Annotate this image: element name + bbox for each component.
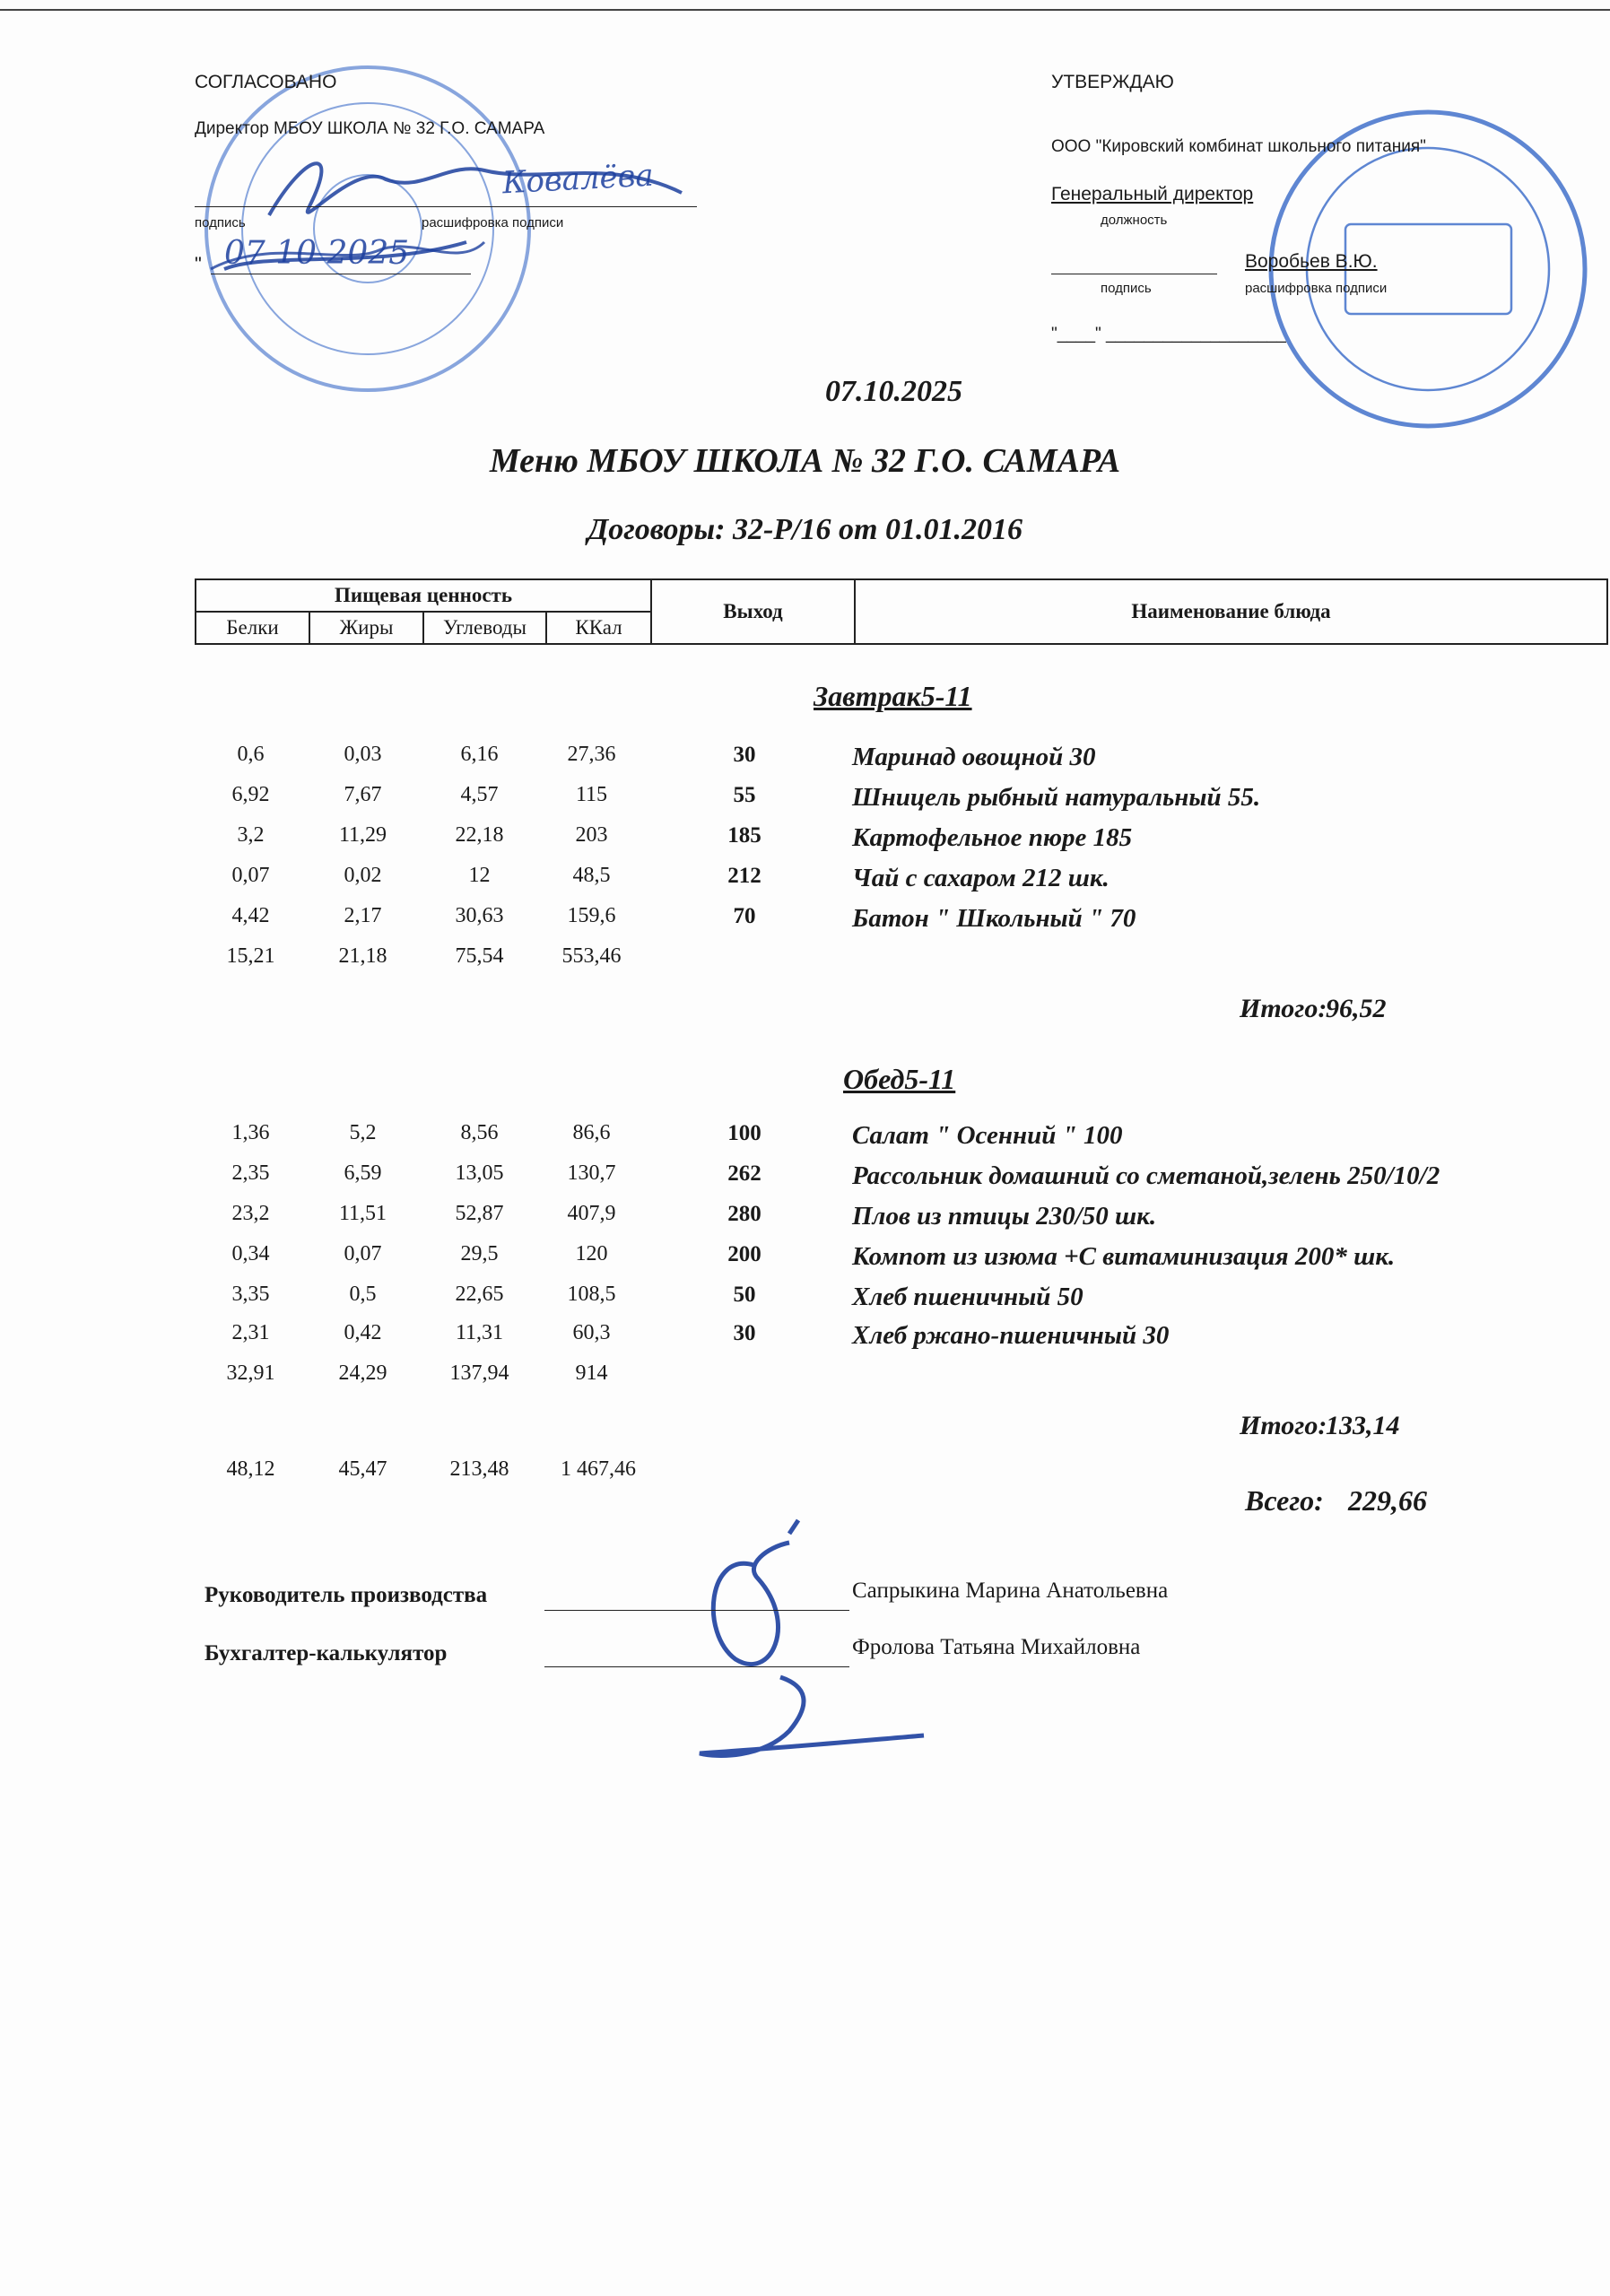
- proteins-sum: 32,91: [226, 1361, 275, 1385]
- proteins-cell: 0,34: [231, 1242, 270, 1265]
- decode-label: расшифровка подписи: [422, 215, 564, 230]
- signature-name-handwritten: Ковалёва: [501, 157, 655, 202]
- fats-cell: 6,59: [344, 1161, 382, 1185]
- kcal-cell: 407,9: [567, 1202, 616, 1225]
- carbs-cell: 11,31: [455, 1321, 504, 1344]
- kcal-cell: 120: [575, 1242, 608, 1265]
- head-of-production-name: Сапрыкина Марина Анатольевна: [852, 1578, 1169, 1603]
- fats-cell: 0,42: [344, 1321, 382, 1344]
- right-date-blank: "____" ___________________: [1051, 325, 1286, 344]
- proteins-cell: 3,35: [231, 1283, 270, 1306]
- carbs-header: Углеводы: [423, 612, 546, 644]
- kcal-cell: 108,5: [567, 1283, 616, 1306]
- kcal-header: ККал: [546, 612, 651, 644]
- accountant-sign-line: [544, 1666, 849, 1667]
- output-cell: 100: [727, 1121, 761, 1145]
- carbs-cell: 22,18: [455, 823, 504, 847]
- kcal-cell: 60,3: [572, 1321, 611, 1344]
- dish-name-cell: Рассольник домашний со сметаной,зелень 250/10/2: [852, 1161, 1440, 1190]
- document-date: 07.10.2025: [825, 375, 962, 408]
- fats-cell: 11,29: [338, 823, 387, 847]
- dish-name-header: Наименование блюда: [855, 579, 1607, 644]
- carbs-grand: 213,48: [449, 1457, 509, 1481]
- output-cell: 30: [733, 1321, 756, 1345]
- table-row: [0, 1121, 1610, 1157]
- date-handwritten: 07 10 2025: [224, 235, 410, 272]
- approval-left-heading: СОГЛАСОВАНО: [195, 72, 337, 92]
- kcal-grand: 1 467,46: [561, 1457, 636, 1481]
- position-label: должность: [1101, 213, 1168, 228]
- dish-name-cell: Шницель рыбный натуральный 55.: [852, 783, 1261, 812]
- output-cell: 185: [727, 823, 761, 848]
- fats-cell: 11,51: [338, 1202, 387, 1225]
- dish-name-cell: Салат " Осенний " 100: [852, 1121, 1123, 1150]
- proteins-grand: 48,12: [226, 1457, 275, 1481]
- kcal-cell: 86,6: [572, 1121, 611, 1144]
- fats-header: Жиры: [309, 612, 423, 644]
- approval-right-org: ООО "Кировский комбинат школьного питания": [1051, 137, 1426, 156]
- lunch-total-label: Итого:: [1240, 1411, 1327, 1440]
- kcal-cell: 203: [575, 823, 608, 847]
- output-header: Выход: [651, 579, 855, 644]
- carbs-cell: 13,05: [455, 1161, 504, 1185]
- kcal-cell: 159,6: [567, 904, 616, 927]
- grand-total-label: Всего:: [1245, 1484, 1324, 1517]
- proteins-cell: 2,31: [231, 1321, 270, 1344]
- proteins-cell: 0,07: [231, 864, 270, 887]
- kcal-sum: 914: [575, 1361, 608, 1385]
- document-title: Меню МБОУ ШКОЛА № 32 Г.О. САМАРА: [489, 442, 1121, 480]
- fats-sum: 21,18: [338, 944, 387, 968]
- lunch-title: Обед5-11: [843, 1063, 956, 1095]
- carbs-cell: 22,65: [455, 1283, 504, 1306]
- kcal-cell: 48,5: [572, 864, 611, 887]
- kcal-cell: 115: [575, 783, 608, 806]
- lunch-sum-row: [0, 1361, 1610, 1397]
- output-cell: 212: [727, 864, 761, 888]
- carbs-cell: 52,87: [455, 1202, 504, 1225]
- output-cell: 50: [733, 1283, 756, 1307]
- fats-cell: 0,07: [344, 1242, 382, 1265]
- carbs-cell: 4,57: [460, 783, 499, 806]
- proteins-cell: 1,36: [231, 1121, 270, 1144]
- kcal-sum: 553,46: [561, 944, 622, 968]
- approval-right-name: Воробьев В.Ю.: [1245, 251, 1378, 272]
- accountant-label: Бухгалтер-калькулятор: [205, 1641, 448, 1665]
- fats-sum: 24,29: [338, 1361, 387, 1385]
- table-row: [0, 904, 1610, 940]
- breakfast-title: Завтрак5-11: [814, 680, 972, 712]
- document-contracts: Договоры: 32-Р/16 от 01.01.2016: [587, 513, 1023, 546]
- fats-cell: 0,03: [344, 743, 382, 766]
- approval-left-position: Директор МБОУ ШКОЛА № 32 Г.О. САМАРА: [195, 119, 545, 138]
- proteins-cell: 3,2: [237, 823, 265, 847]
- table-row: [0, 1321, 1610, 1357]
- kcal-cell: 27,36: [567, 743, 616, 766]
- output-cell: 70: [733, 904, 756, 928]
- date-prefix: ": [195, 253, 202, 275]
- carbs-cell: 12: [468, 864, 491, 887]
- table-row: [0, 1242, 1610, 1278]
- proteins-cell: 0,6: [237, 743, 265, 766]
- fats-cell: 0,5: [349, 1283, 377, 1306]
- fats-cell: 0,02: [344, 864, 382, 887]
- carbs-cell: 6,16: [460, 743, 499, 766]
- carbs-sum: 75,54: [455, 944, 504, 968]
- dish-name-cell: Хлеб пшеничный 50: [852, 1283, 1083, 1311]
- table-row: [0, 783, 1610, 819]
- breakfast-sum-row: [0, 944, 1610, 980]
- carbs-cell: 29,5: [460, 1242, 499, 1265]
- carbs-sum: 137,94: [449, 1361, 509, 1385]
- menu-table-header: [195, 578, 1608, 645]
- right-decode-label: расшифровка подписи: [1245, 281, 1388, 296]
- fats-cell: 7,67: [344, 783, 382, 806]
- nutrition-header: Пищевая ценность: [196, 579, 651, 612]
- proteins-header: Белки: [196, 612, 309, 644]
- breakfast-total-label: Итого:: [1240, 994, 1327, 1023]
- sign-line: [195, 206, 697, 207]
- fats-cell: 5,2: [349, 1121, 377, 1144]
- output-cell: 200: [727, 1242, 761, 1266]
- dish-name-cell: Хлеб ржано-пшеничный 30: [852, 1321, 1170, 1350]
- approval-right-position: Генеральный директор: [1051, 184, 1254, 204]
- accountant-name: Фролова Татьяна Михайловна: [852, 1635, 1141, 1659]
- dish-name-cell: Чай с сахаром 212 шк.: [852, 864, 1110, 892]
- lunch-total-value: 133,14: [1326, 1411, 1400, 1440]
- dish-name-cell: Плов из птицы 230/50 шк.: [852, 1202, 1157, 1231]
- table-row: [0, 1161, 1610, 1197]
- sign-label: подпись: [195, 215, 246, 230]
- proteins-sum: 15,21: [226, 944, 275, 968]
- output-cell: 280: [727, 1202, 761, 1226]
- table-row: [0, 1202, 1610, 1238]
- table-row: [0, 864, 1610, 900]
- table-row: [0, 1283, 1610, 1318]
- fats-cell: 2,17: [344, 904, 382, 927]
- fats-grand: 45,47: [338, 1457, 387, 1481]
- head-sign-line: [544, 1610, 849, 1611]
- table-row: [0, 823, 1610, 859]
- table-row: [0, 743, 1610, 778]
- breakfast-total-value: 96,52: [1326, 994, 1387, 1023]
- right-sign-label: подпись: [1101, 281, 1152, 296]
- head-of-production-label: Руководитель производства: [205, 1583, 488, 1607]
- kcal-cell: 130,7: [567, 1161, 616, 1185]
- output-cell: 55: [733, 783, 756, 807]
- carbs-cell: 30,63: [455, 904, 504, 927]
- dish-name-cell: Маринад овощной 30: [852, 743, 1096, 771]
- output-cell: 30: [733, 743, 756, 767]
- output-cell: 262: [727, 1161, 761, 1186]
- dish-name-cell: Батон " Школьный " 70: [852, 904, 1136, 933]
- approval-right-heading: УТВЕРЖДАЮ: [1051, 72, 1174, 92]
- dish-name-cell: Компот из изюма +С витаминизация 200* шк.: [852, 1242, 1396, 1271]
- proteins-cell: 2,35: [231, 1161, 270, 1185]
- grand-total-value: 229,66: [1348, 1484, 1427, 1517]
- carbs-cell: 8,56: [460, 1121, 499, 1144]
- dish-name-cell: Картофельное пюре 185: [852, 823, 1133, 852]
- proteins-cell: 23,2: [231, 1202, 270, 1225]
- proteins-cell: 6,92: [231, 783, 270, 806]
- proteins-cell: 4,42: [231, 904, 270, 927]
